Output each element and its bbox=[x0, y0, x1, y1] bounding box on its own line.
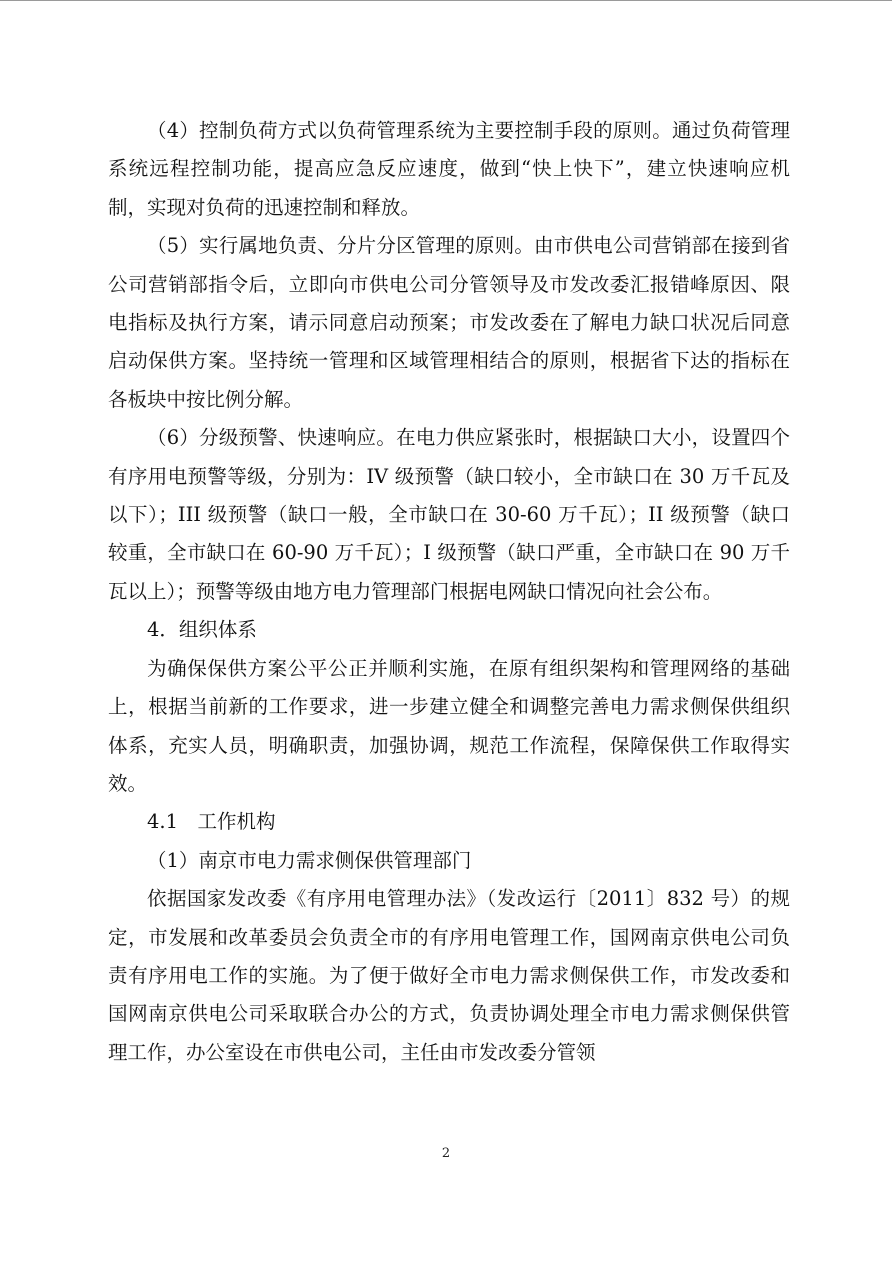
section-heading-organization: 4．组织体系 bbox=[147, 618, 257, 642]
page-number: 2 bbox=[441, 1146, 451, 1161]
paragraph-organization-intro: 为确保保供方案公平公正并顺利实施，在原有组织架构和管理网络的基础上，根据当前新的工作要求，进一步建立健全和调整完善电力需求侧保供组织体系，充实人员，明确职责，加强协调，规范工作流程，保障保供工作取得实效。 bbox=[108, 656, 790, 795]
subsection-heading-work-agency: 4.1 工作机构 bbox=[147, 810, 276, 834]
document-body bbox=[108, 112, 790, 1072]
paragraph-principle-5: （5）实行属地负责、分片分区管理的原则。由市供电公司营销部在接到省公司营销部指令后，立即向市供电公司分管领导及市发改委汇报错峰原因、限电指标及执行方案，请示同意启动预案；市发改委在了解电力缺口状况后同意启动保供方案。坚持统一管理和区域管理相结合的原则，根据省下达的指标在各板块中按比例分解。 bbox=[108, 234, 790, 411]
paragraph-principle-4: （4）控制负荷方式以负荷管理系统为主要控制手段的原则。通过负荷管理系统远程控制功能，提高应急反应速度，做到“快上快下”，建立快速响应机制，实现对负荷的迅速控制和释放。 bbox=[108, 119, 790, 219]
paragraph-principle-6: （6）分级预警、快速响应。在电力供应紧张时，根据缺口大小，设置四个有序用电预警等级，分别为：IV 级预警（缺口较小，全市缺口在 30 万千瓦及以下）；III 级预警（缺口一般，全市缺口在 30-60 万千瓦）；II 级预警（缺口较重，全市缺口在 60-90 万千瓦）；I 级预警（缺口严重，全市缺口在 90 万千瓦以上）；预警等级由地方电力管理部门根据电网缺口情况向社会公布。 bbox=[108, 426, 790, 603]
paragraph-regulation-basis: 依据国家发改委《有序用电管理办法》（发改运行〔2011〕832 号）的规定，市发展和改革委员会负责全市的有序用电管理工作，国网南京供电公司负责有序用电工作的实施。为了便于做好全市电力需求侧保供工作，市发改委和国网南京供电公司采取联合办公的方式，负责协调处理全市电力需求侧保供管理工作，办公室设在市供电公司，主任由市发改委分管领 bbox=[108, 887, 790, 1064]
item-heading-nanjing-department: （1）南京市电力需求侧保供管理部门 bbox=[147, 848, 472, 872]
top-border-line bbox=[0, 0, 892, 1]
